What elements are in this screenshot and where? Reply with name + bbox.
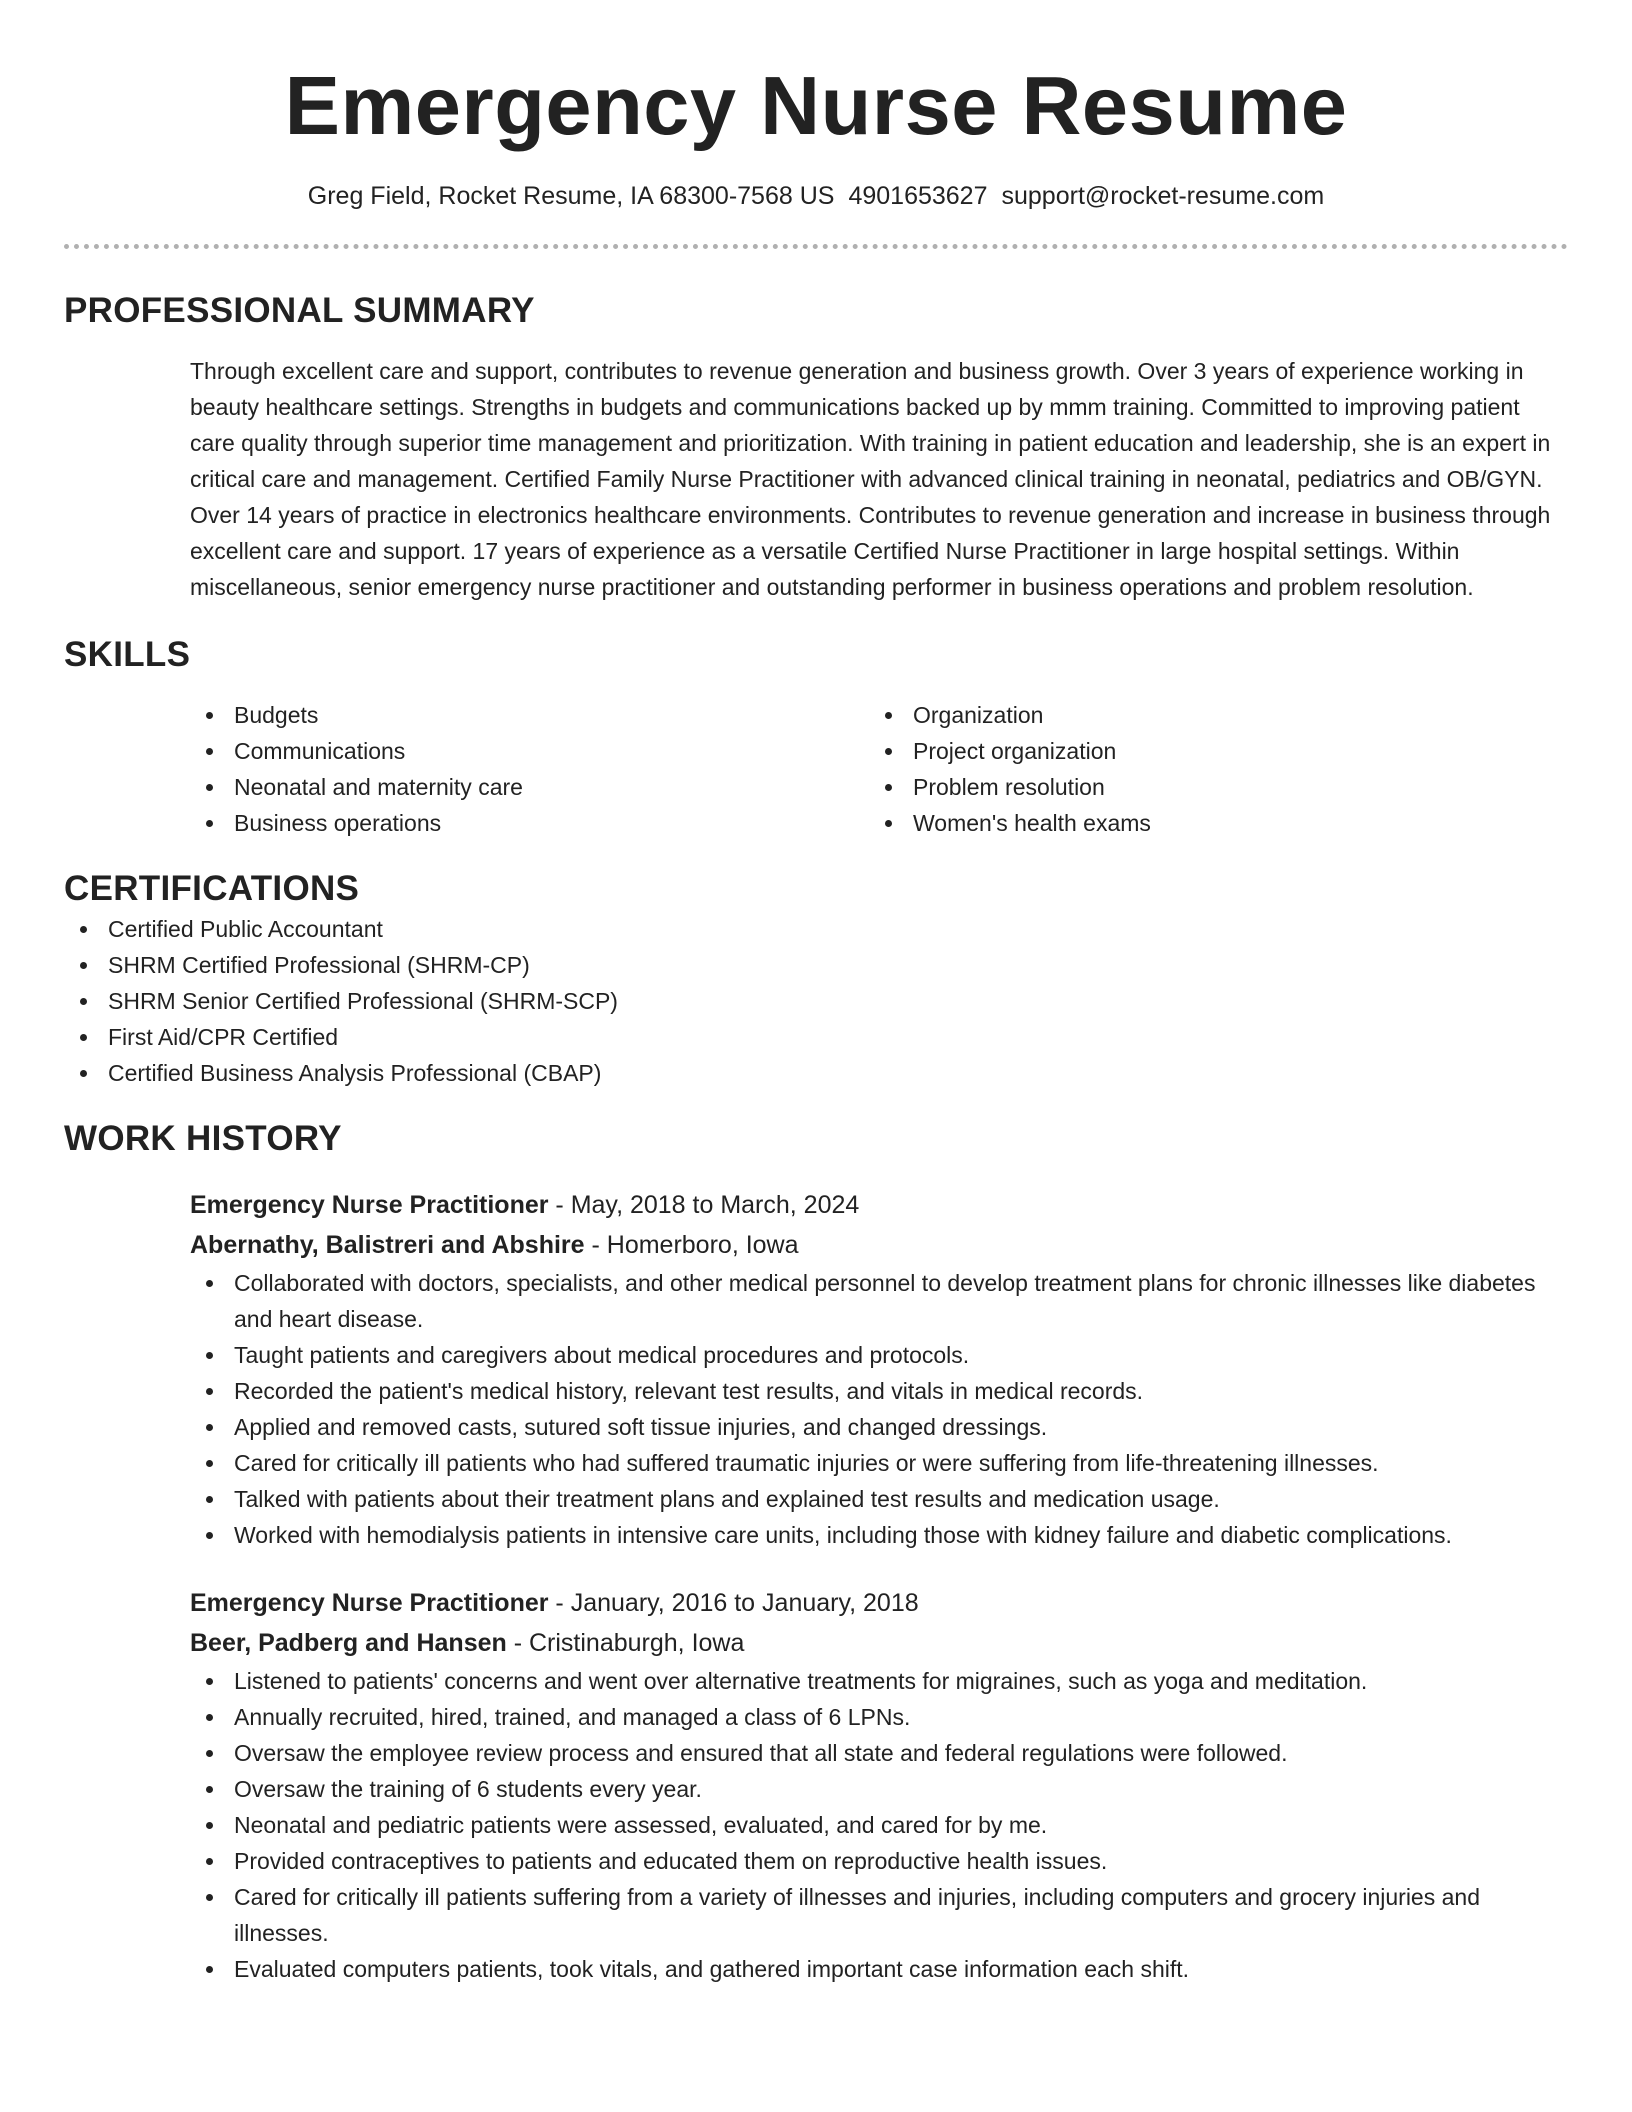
list-item <box>190 805 869 841</box>
job-company-line <box>190 1623 1568 1663</box>
duty-text: Applied and removed casts, sutured soft tissue injuries, and changed dressings. <box>234 1414 1048 1440</box>
duty-text: Talked with patients about their treatment plans and explained test results and medication usage. <box>234 1486 1220 1512</box>
duty-text: Oversaw the training of 6 students every year. <box>234 1776 702 1802</box>
job-dates: - January, 2016 to January, 2018 <box>548 1589 919 1617</box>
skill-label: Business operations <box>234 810 442 836</box>
bullet-icon <box>206 820 213 827</box>
skill-label: Communications <box>234 738 406 764</box>
bullet-icon <box>885 820 892 827</box>
job-company: Beer, Padberg and Hansen <box>190 1629 507 1657</box>
list-item <box>190 1265 1568 1337</box>
bullet-icon <box>206 1388 213 1395</box>
list-item <box>190 1481 1568 1517</box>
job-title-line <box>190 1185 1568 1225</box>
contact-line <box>64 180 1568 212</box>
skill-label: Budgets <box>234 702 319 728</box>
header-divider <box>64 244 1568 249</box>
skill-label: Neonatal and maternity care <box>234 774 523 800</box>
certifications-heading: CERTIFICATIONS <box>64 869 360 908</box>
list-item <box>190 733 869 769</box>
list-item <box>869 697 1548 733</box>
list-item <box>64 947 1568 983</box>
skill-label: Problem resolution <box>913 774 1105 800</box>
bullet-icon <box>206 784 213 791</box>
list-item <box>190 1879 1568 1951</box>
page-title: Emergency Nurse Resume <box>284 59 1348 152</box>
list-item <box>190 1409 1568 1445</box>
work-history-heading: WORK HISTORY <box>64 1119 342 1158</box>
list-item <box>190 769 869 805</box>
certification-label: Certified Public Accountant <box>108 916 383 942</box>
summary-heading: PROFESSIONAL SUMMARY <box>64 291 535 330</box>
list-item <box>190 1337 1568 1373</box>
bullet-icon <box>206 1496 213 1503</box>
skills-list-left <box>190 697 869 841</box>
bullet-icon <box>206 1822 213 1829</box>
contact-email: support@rocket-resume.com <box>1001 182 1325 210</box>
duty-text: Oversaw the employee review process and ensured that all state and federal regulations were followed. <box>234 1740 1288 1766</box>
duty-text: Listened to patients' concerns and went over alternative treatments for migraines, such as yoga and meditation. <box>234 1668 1368 1694</box>
bullet-icon <box>206 1858 213 1865</box>
skills-column-right <box>869 697 1548 841</box>
bullet-icon <box>206 1750 213 1757</box>
summary-text: Through excellent care and support, contributes to revenue generation and business growth. Over 3 years of experience working in beauty healthcare settings. Strengths in budgets and communications backed up by mmm training. Committed to improving patient care quality through superior time management and prioritization. With training in patient education and leadership, she is an expert in critical care and management. Certified Family Nurse Practitioner with advanced clinical training in neonatal, pediatrics and OB/GYN. Over 14 years of practice in electronics healthcare environments. Contributes to revenue generation and increase in business through excellent care and support. 17 years of experience as a versatile Certified Nurse Practitioner in large hospital settings. Within miscellaneous, senior emergency nurse practitioner and outstanding performer in business operations and problem resolution. <box>190 358 1551 600</box>
certification-label: SHRM Senior Certified Professional (SHRM-SCP) <box>108 988 618 1014</box>
duty-text: Cared for critically ill patients suffering from a variety of illnesses and injuries, including computers and grocery injuries and illnesses. <box>234 1884 1480 1946</box>
list-item <box>190 1445 1568 1481</box>
job-location: - Cristinaburgh, Iowa <box>506 1629 745 1657</box>
list-item <box>190 697 869 733</box>
bullet-icon <box>206 1786 213 1793</box>
job-title: Emergency Nurse Practitioner <box>190 1589 549 1617</box>
list-item <box>190 1373 1568 1409</box>
list-item <box>190 1663 1568 1699</box>
bullet-icon <box>80 962 87 969</box>
bullet-icon <box>80 926 87 933</box>
job-title-line <box>190 1583 1568 1623</box>
list-item <box>64 911 1568 947</box>
job-duties-list <box>190 1265 1568 1553</box>
bullet-icon <box>885 712 892 719</box>
duty-text: Evaluated computers patients, took vitals, and gathered important case information each shift. <box>234 1956 1190 1982</box>
bullet-icon <box>206 1352 213 1359</box>
job-title: Emergency Nurse Practitioner <box>190 1191 549 1219</box>
job-duties-list <box>190 1663 1568 1987</box>
bullet-icon <box>80 998 87 1005</box>
list-item <box>190 1951 1568 1987</box>
list-item <box>869 733 1548 769</box>
job-entry <box>190 1185 1568 1553</box>
skill-label: Organization <box>913 702 1044 728</box>
resume-page <box>64 0 1568 1987</box>
duty-text: Cared for critically ill patients who had suffered traumatic injuries or were suffering from life-threatening illnesses. <box>234 1450 1379 1476</box>
bullet-icon <box>80 1070 87 1077</box>
bullet-icon <box>206 712 213 719</box>
contact-address: Greg Field, Rocket Resume, IA 68300-7568 US <box>307 182 835 210</box>
duty-text: Annually recruited, hired, trained, and managed a class of 6 LPNs. <box>234 1704 911 1730</box>
job-location: - Homerboro, Iowa <box>584 1231 799 1259</box>
bullet-icon <box>206 1460 213 1467</box>
list-item <box>869 805 1548 841</box>
skill-label: Project organization <box>913 738 1117 764</box>
duty-text: Neonatal and pediatric patients were assessed, evaluated, and cared for by me. <box>234 1812 1048 1838</box>
bullet-icon <box>885 748 892 755</box>
list-item <box>64 1055 1568 1091</box>
list-item <box>190 1517 1568 1553</box>
bullet-icon <box>885 784 892 791</box>
skills-grid <box>190 697 1568 841</box>
bullet-icon <box>206 1966 213 1973</box>
contact-phone: 4901653627 <box>848 182 988 210</box>
bullet-icon <box>206 1894 213 1901</box>
list-item <box>64 983 1568 1019</box>
skills-heading: SKILLS <box>64 635 191 674</box>
job-company: Abernathy, Balistreri and Abshire <box>190 1231 585 1259</box>
job-entry <box>190 1583 1568 1987</box>
list-item <box>190 1771 1568 1807</box>
bullet-icon <box>206 1532 213 1539</box>
skills-column-left <box>190 697 869 841</box>
bullet-icon <box>206 1678 213 1685</box>
list-item <box>869 769 1548 805</box>
list-item <box>190 1699 1568 1735</box>
job-dates: - May, 2018 to March, 2024 <box>548 1191 860 1219</box>
duty-text: Taught patients and caregivers about medical procedures and protocols. <box>234 1342 970 1368</box>
duty-text: Recorded the patient's medical history, relevant test results, and vitals in medical records. <box>234 1378 1144 1404</box>
duty-text: Collaborated with doctors, specialists, and other medical personnel to develop treatment plans for chronic illnesses like diabetes and heart disease. <box>234 1270 1536 1332</box>
certification-label: Certified Business Analysis Professional (CBAP) <box>108 1060 602 1086</box>
bullet-icon <box>80 1034 87 1041</box>
bullet-icon <box>206 748 213 755</box>
duty-text: Worked with hemodialysis patients in intensive care units, including those with kidney failure and diabetic complications. <box>234 1522 1452 1548</box>
certification-label: First Aid/CPR Certified <box>108 1024 339 1050</box>
skills-list-right <box>869 697 1548 841</box>
list-item <box>190 1807 1568 1843</box>
bullet-icon <box>206 1714 213 1721</box>
list-item <box>64 1019 1568 1055</box>
certification-label: SHRM Certified Professional (SHRM-CP) <box>108 952 530 978</box>
list-item <box>190 1735 1568 1771</box>
skill-label: Women's health exams <box>913 810 1151 836</box>
bullet-icon <box>206 1280 213 1287</box>
bullet-icon <box>206 1424 213 1431</box>
duty-text: Provided contraceptives to patients and educated them on reproductive health issues. <box>234 1848 1108 1874</box>
list-item <box>190 1843 1568 1879</box>
certifications-list <box>64 911 1568 1091</box>
job-company-line <box>190 1225 1568 1265</box>
